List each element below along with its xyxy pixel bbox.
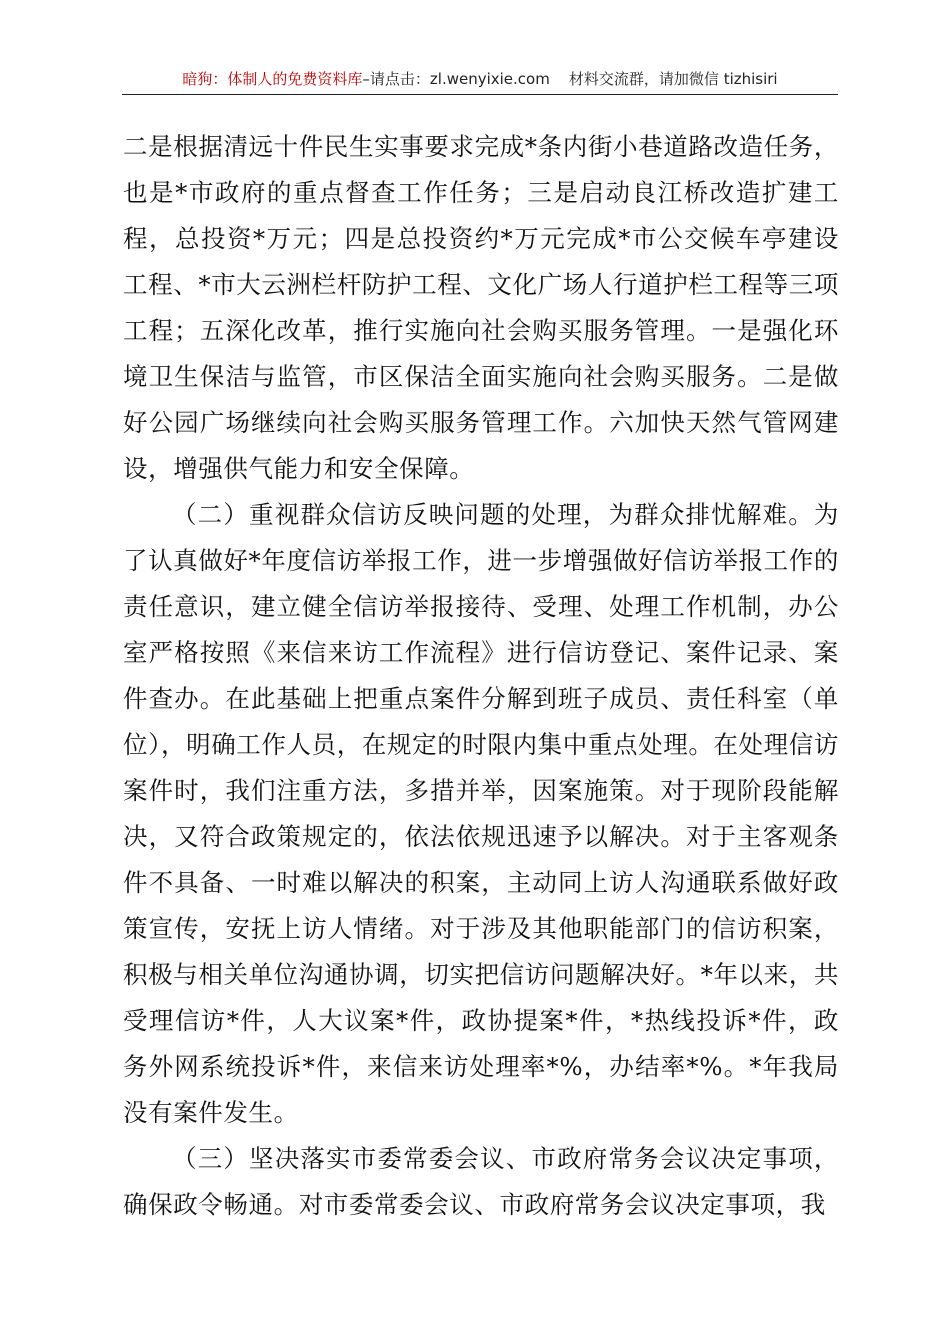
header-contact: 材料交流群，请加微信 tizhisiri xyxy=(568,70,778,88)
page-header xyxy=(122,64,838,95)
header-brand: 暗狗：体制人的免费资料库 xyxy=(182,70,363,88)
header-url-link[interactable]: zl.wenyixie.com xyxy=(429,70,550,88)
paragraph-section-three: （三）坚决落实市委常委会议、市政府常务会议决定事项，确保政令畅通。对市委常委会议、市政府常务会议决定事项，我 xyxy=(123,1144,839,1219)
paragraph-continuation: 二是根据清远十件民生实事要求完成*条内街小巷道路改造任务，也是*市政府的重点督查工作任务；三是启动良江桥改造扩建工程，总投资*万元；四是总投资约*万元完成*市公交候车亭建设工程、*市大云洲栏杆防护工程、文化广场人行道护栏工程等三项工程；五深化改革，推行实施向社会购买服务管理。一是强化环境卫生保洁与监管，市区保洁全面实施向社会购买服务。二是做好公园广场继续向社会购买服务管理工作。六加快天然气管网建设，增强供气能力和安全保障。 xyxy=(123,132,839,483)
paragraph-section-two: （二）重视群众信访反映问题的处理，为群众排忧解难。为了认真做好*年度信访举报工作，进一步增强做好信访举报工作的责任意识，建立健全信访举报接待、受理、处理工作机制，办公室严格按照《来信来访工作流程》进行信访登记、案件记录、案件查办。在此基础上把重点案件分解到班子成员、责任科室（单位），明确工作人员，在规定的时限内集中重点处理。在处理信访案件时，我们注重方法，多措并举，因案施策。对于现阶段能解决，又符合政策规定的，依法依规迅速予以解决。对于主客观条件不具备、一时难以解决的积案，主动同上访人沟通联系做好政策宣传，安抚上访人情绪。对于涉及其他职能部门的信访积案，积极与相关单位沟通协调，切实把信访问题解决好。*年以来，共受理信访*件，人大议案*件，政协提案*件，*热线投诉*件，政务外网系统投诉*件，来信来访处理率*%，办结率*%。*年我局没有案件发生。 xyxy=(123,500,839,1127)
header-link-prompt: –请点击： xyxy=(362,70,430,88)
document-body xyxy=(123,124,839,1228)
